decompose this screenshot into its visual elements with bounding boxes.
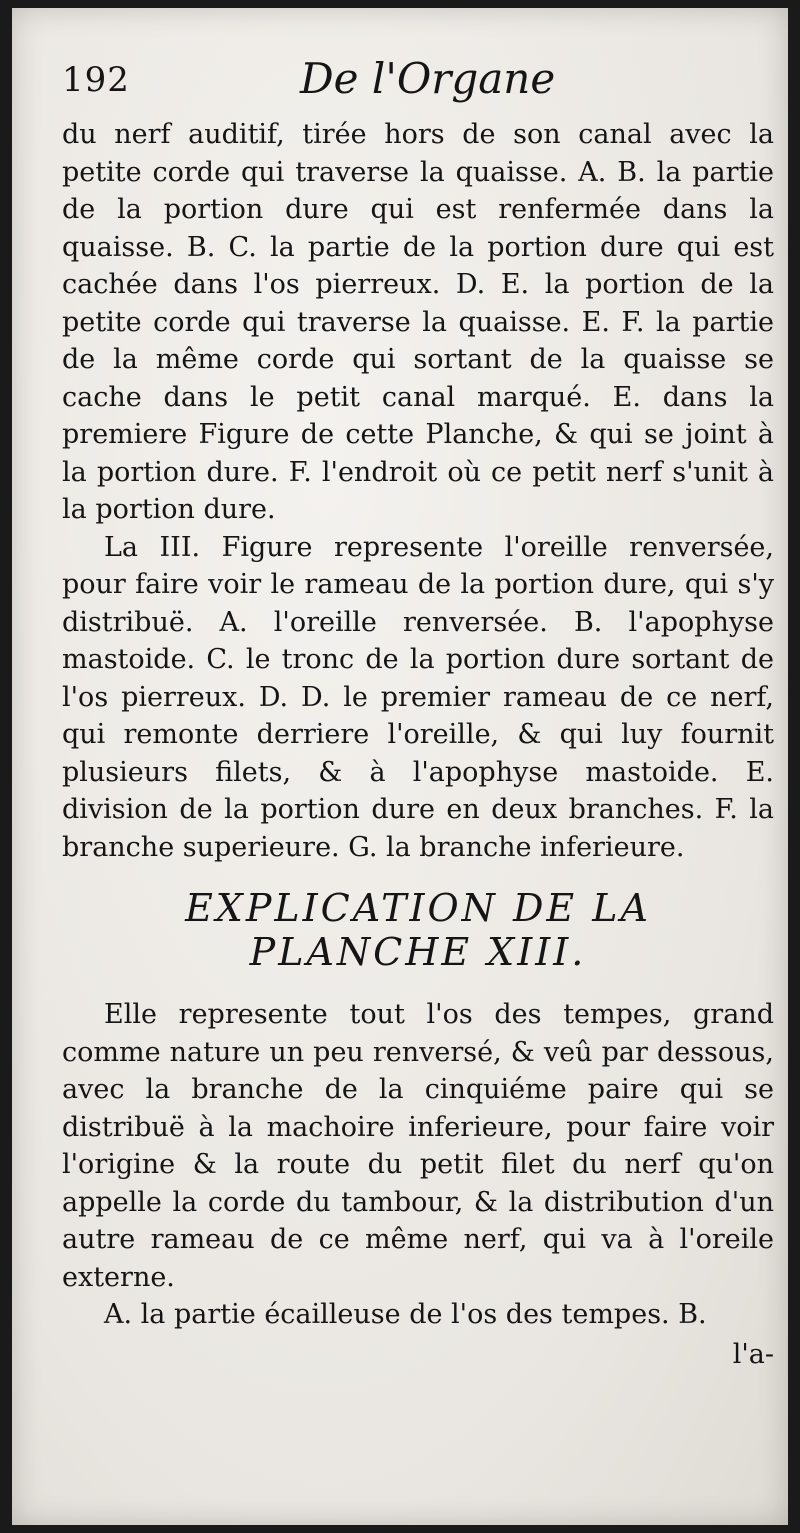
section-title-line-2: PLANCHE XIII.: [249, 930, 587, 974]
paragraph-continuation: du nerf auditif, tirée hors de son canal avec la petite corde qui traverse la quaisse. A. B. la partie de la portion dure qui est renfermée dans la quaisse. B. C. la partie de la portion dure qui est cachée dans l'os pierreux. D. E. la portion de la petite corde qui traverse la quaisse. E. F. la partie de la même corde qui sortant de la quaisse se cache dans le petit canal marqué. E. dans la premiere Figure de cette Planche, & qui se joint à la portion dure. F. l'endroit où ce petit nerf s'unit à la portion dure.: [62, 119, 774, 525]
page-content: [62, 52, 774, 1373]
book-page: [12, 8, 788, 1525]
page-header: [62, 52, 774, 116]
page-number: 192: [62, 60, 130, 100]
paragraph-planche-description: Elle represente tout l'os des tempes, grand comme nature un peu renversé, & veû par dessous, avec la branche de la cinquiéme paire qui se distribuë à la machoire inferieure, pour faire voir l'origine & la route du petit filet du nerf qu'on appelle la corde du tambour, & la distribution d'un autre rameau de ce même nerf, qui va à l'oreile externe.: [62, 999, 774, 1293]
catchword: l'a-: [732, 1338, 774, 1370]
section-title-line-1: EXPLICATION DE LA: [185, 886, 651, 930]
running-title: De l'Organe: [300, 54, 556, 103]
paragraph-legend-start: A. la partie écailleuse de l'os des tempes. B.: [104, 1299, 707, 1330]
paragraph-figure-iii: La III. Figure represente l'oreille renversée, pour faire voir le rameau de la portion dure, qui s'y distribuë. A. l'oreille renversée. B. l'apophyse mastoide. C. le tronc de la portion dure sortant de l'os pierreux. D. D. le premier rameau de ce nerf, qui remonte derriere l'oreille, & qui luy fournit plusieurs filets, & à l'apophyse mastoide. E. division de la portion dure en deux branches. F. la branche superieure. G. la branche inferieure.: [62, 531, 774, 863]
section-title: [62, 886, 774, 974]
